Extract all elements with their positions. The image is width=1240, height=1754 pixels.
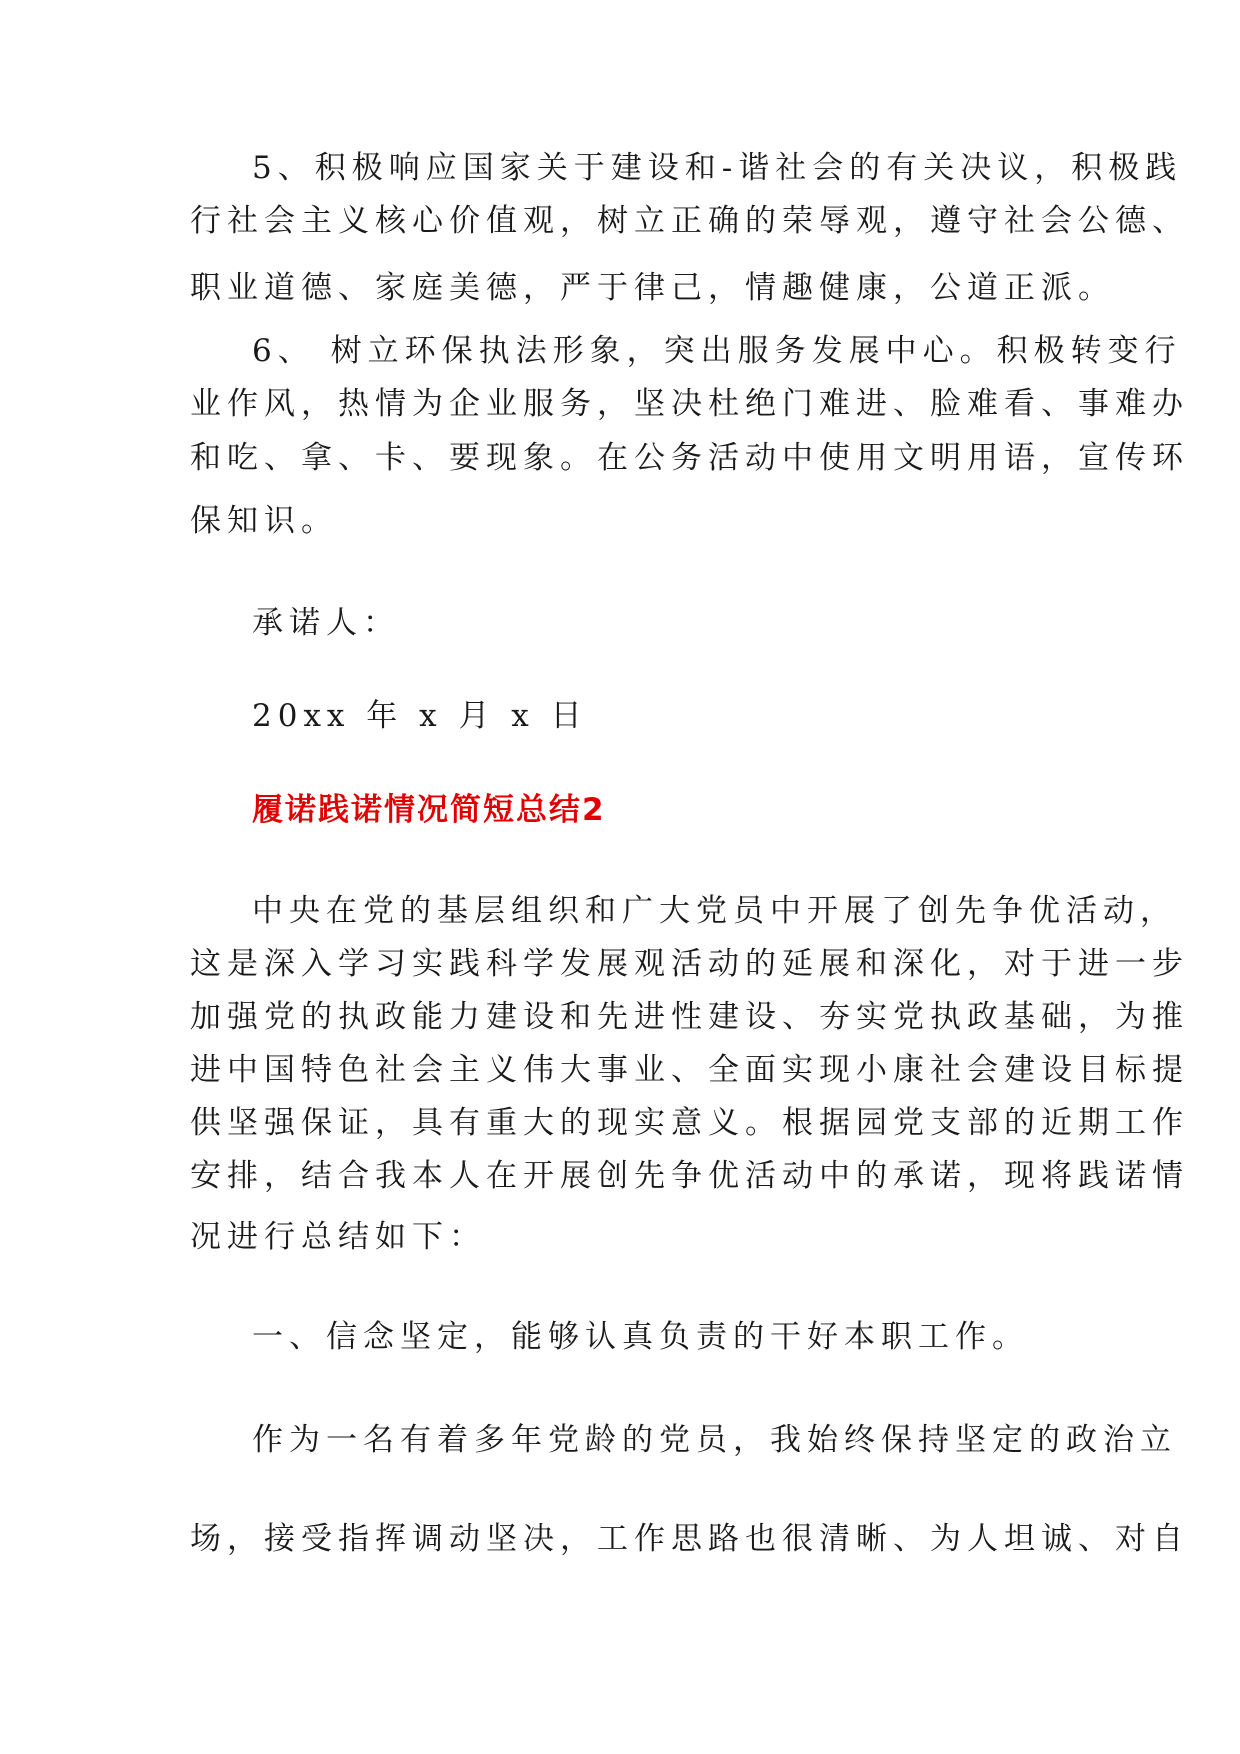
p5-line-3: 职业道德、家庭美德，严于律己，情趣健康，公道正派。 [190, 270, 1115, 306]
signer-label: 承诺人： [252, 605, 400, 641]
p6-line-2: 业作风，热情为企业服务，坚决杜绝门难进、脸难看、事难办 [190, 386, 1189, 422]
p6-line-4: 保知识。 [190, 503, 338, 539]
p6-line-3: 和吃、拿、卡、要现象。在公务活动中使用文明用语，宣传环 [190, 440, 1189, 476]
section1-line-1: 作为一名有着多年党龄的党员，我始终保持坚定的政治立 [252, 1422, 1177, 1458]
intro-line-5: 供坚强保证，具有重大的现实意义。根据园党支部的近期工作 [190, 1105, 1189, 1141]
intro-line-4: 进中国特色社会主义伟大事业、全面实现小康社会建设目标提 [190, 1052, 1189, 1088]
intro-line-1: 中央在党的基层组织和广大党员中开展了创先争优活动， [252, 893, 1177, 929]
section1-line-2: 场，接受指挥调动坚决，工作思路也很清晰、为人坦诚、对自 [190, 1521, 1189, 1557]
date-line: 20xx 年 x 月 x 日 [252, 698, 588, 734]
section1-title: 一、信念坚定，能够认真负责的干好本职工作。 [252, 1319, 1029, 1355]
p6-line-1: 6、 树立环保执法形象，突出服务发展中心。积极转变行 [252, 333, 1182, 369]
intro-line-2: 这是深入学习实践科学发展观活动的延展和深化，对于进一步 [190, 946, 1189, 982]
section-heading: 履诺践诺情况简短总结2 [252, 792, 606, 828]
intro-line-7: 况进行总结如下： [190, 1219, 486, 1255]
intro-line-6: 安排，结合我本人在开展创先争优活动中的承诺，现将践诺情 [190, 1158, 1189, 1194]
p5-line-2: 行社会主义核心价值观，树立正确的荣辱观，遵守社会公德、 [190, 203, 1189, 239]
intro-line-3: 加强党的执政能力建设和先进性建设、夯实党执政基础，为推 [190, 999, 1189, 1035]
p5-line-1: 5、积极响应国家关于建设和-谐社会的有关决议，积极践 [252, 150, 1183, 186]
